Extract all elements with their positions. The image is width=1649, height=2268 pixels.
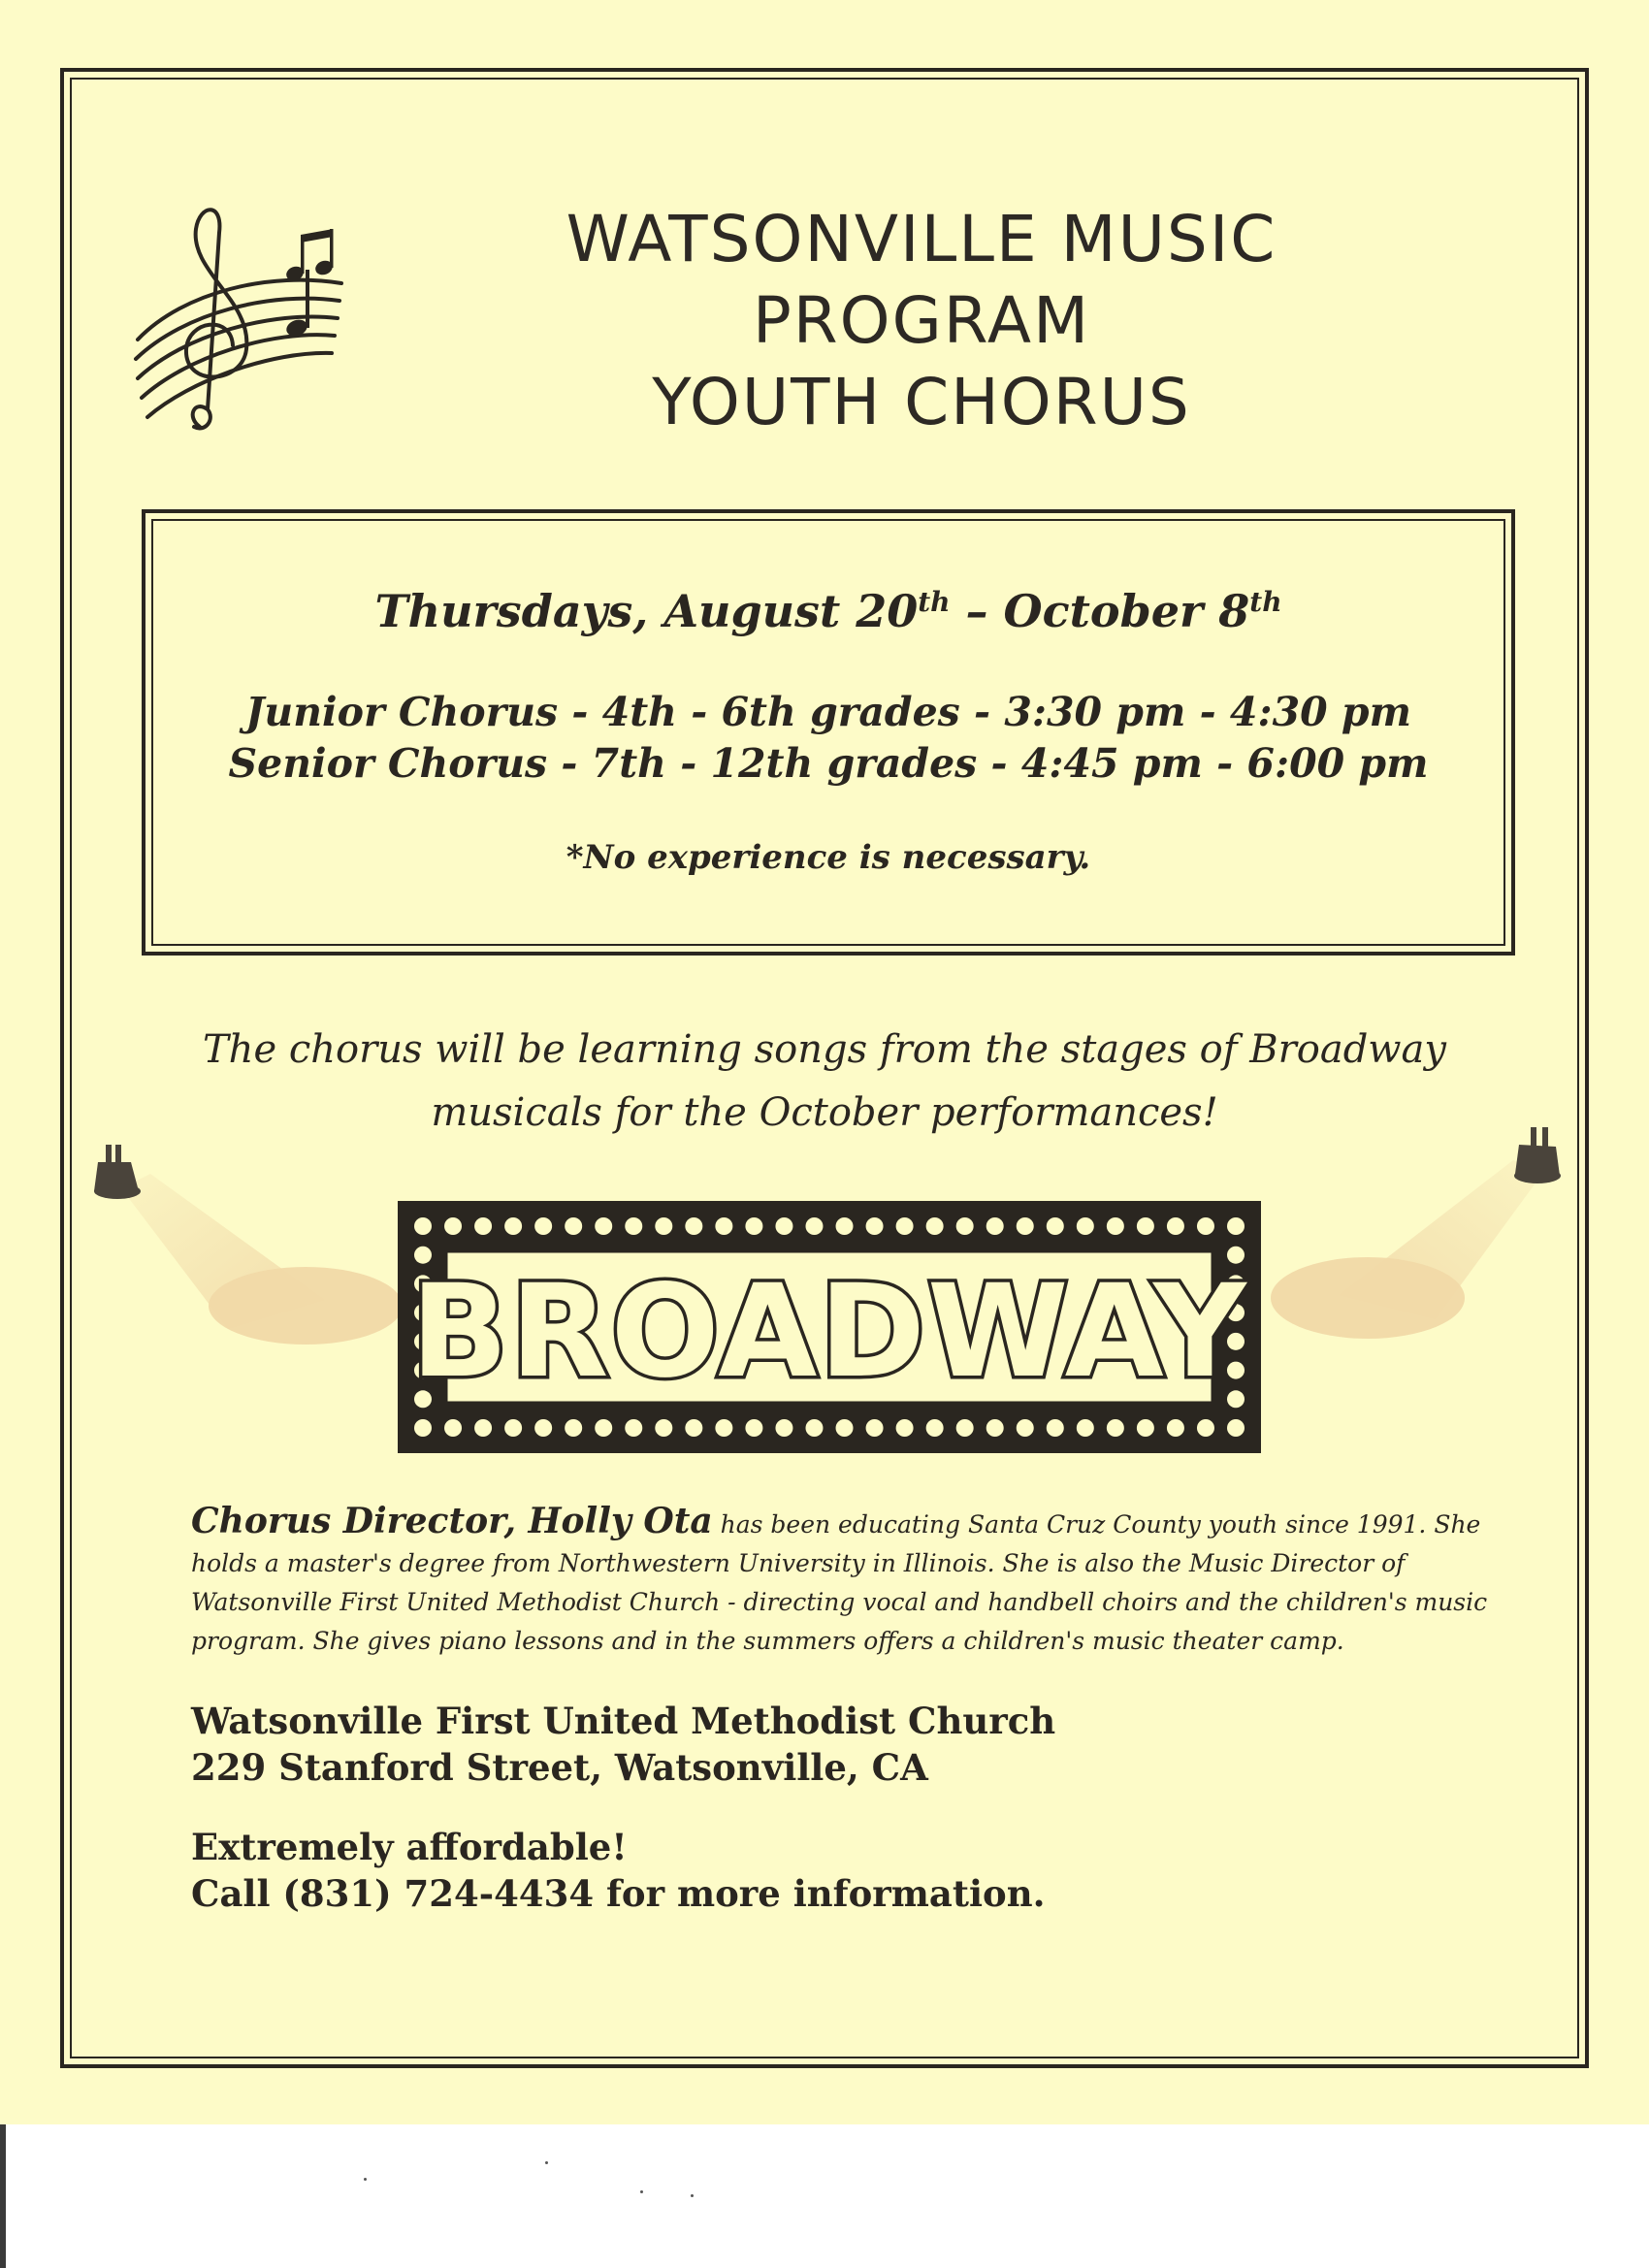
marquee-bulb xyxy=(956,1217,974,1235)
marquee-bulb xyxy=(866,1217,884,1235)
spotlight-icon xyxy=(92,1135,422,1358)
marquee-bulb xyxy=(534,1217,552,1235)
church-name: Watsonville First United Methodist Church xyxy=(191,1700,1056,1742)
marquee-bulb xyxy=(805,1217,823,1235)
marquee-bulb xyxy=(685,1217,702,1235)
marquee-bulb xyxy=(715,1217,732,1235)
street-address: 229 Stanford Street, Watsonville, CA xyxy=(191,1746,928,1789)
senior-chorus-schedule: Senior Chorus - 7th - 12th grades - 4:45 pm - 6:00 pm xyxy=(228,740,1429,787)
marquee-bulb xyxy=(986,1217,1004,1235)
marquee-bulb xyxy=(655,1217,672,1235)
marquee-bulb xyxy=(474,1419,492,1437)
title-line-3: YOUTH CHORUS xyxy=(652,365,1191,439)
marquee-bulb xyxy=(745,1419,762,1437)
marquee-bulb xyxy=(1137,1419,1154,1437)
dates-superscript-2: th xyxy=(1249,586,1282,618)
junior-chorus-schedule: Junior Chorus - 4th - 6th grades - 3:30 pm - 4:30 pm xyxy=(245,689,1411,735)
marquee-bulb xyxy=(896,1217,914,1235)
marquee-bulb xyxy=(504,1217,522,1235)
scan-speck xyxy=(545,2161,548,2164)
dates-middle: – October 8 xyxy=(950,585,1250,637)
marquee-bulb xyxy=(1017,1419,1034,1437)
director-bio xyxy=(191,1502,1530,1661)
marquee-bulb xyxy=(565,1419,582,1437)
phone-info: Call (831) 724-4434 for more information. xyxy=(191,1872,1046,1915)
scan-speck xyxy=(691,2194,694,2197)
experience-note: *No experience is necessary. xyxy=(566,838,1091,877)
dates-prefix: Thursdays, August 20 xyxy=(374,585,919,637)
marquee-bulb xyxy=(414,1419,432,1437)
marquee-bulb xyxy=(715,1419,732,1437)
tagline-line-1: The chorus will be learning songs from the stages of Broadway xyxy=(203,1027,1446,1072)
marquee-bulb xyxy=(1197,1419,1214,1437)
marquee-bulb xyxy=(655,1419,672,1437)
dates-superscript-1: th xyxy=(918,586,951,618)
marquee-bulb xyxy=(896,1419,914,1437)
marquee-bulb xyxy=(595,1217,612,1235)
director-bio-text: has been educating Santa Cruz County youth since 1991. She holds a master's degree from Northwestern University in Illinois. She is also the Music Director of Watsonville First United Methodist Church - directing vocal and handbell choirs and the children's music program. She gives piano lessons and in the summers offers a children's music theater camp. xyxy=(191,1510,1488,1655)
marquee-bulb xyxy=(1227,1419,1245,1437)
marquee-bulb xyxy=(474,1217,492,1235)
marquee-bulb xyxy=(926,1419,944,1437)
marquee-bulb xyxy=(1107,1419,1124,1437)
scan-speck xyxy=(364,2178,367,2181)
page-title xyxy=(388,199,1455,443)
marquee-bulb xyxy=(745,1217,762,1235)
scan-edge xyxy=(0,2124,6,2268)
tagline-line-2: musicals for the October performances! xyxy=(431,1090,1218,1135)
marquee-bulb xyxy=(956,1419,974,1437)
marquee-bulb xyxy=(1017,1217,1034,1235)
marquee-text: BROADWAY xyxy=(410,1257,1248,1407)
marquee-bulb xyxy=(1077,1419,1094,1437)
marquee-bulb xyxy=(1077,1217,1094,1235)
marquee-bulb xyxy=(1197,1217,1214,1235)
schedule-dates xyxy=(151,582,1505,640)
director-name: Chorus Director, Holly Ota xyxy=(191,1501,713,1541)
marquee-bulb xyxy=(1137,1217,1154,1235)
contact-info xyxy=(191,1824,1452,1917)
marquee-bulb xyxy=(836,1419,854,1437)
marquee-bulb xyxy=(775,1419,792,1437)
marquee-bulb xyxy=(836,1217,854,1235)
location-address xyxy=(191,1698,1452,1791)
scan-speck xyxy=(640,2190,643,2193)
broadway-marquee xyxy=(398,1201,1261,1453)
affordability-note: Extremely affordable! xyxy=(191,1826,628,1868)
marquee-bulb xyxy=(504,1419,522,1437)
marquee-bulb xyxy=(986,1419,1004,1437)
marquee-bulb xyxy=(565,1217,582,1235)
marquee-bulb xyxy=(595,1419,612,1437)
marquee-bulb xyxy=(414,1217,432,1235)
marquee-bulb xyxy=(1227,1217,1245,1235)
marquee-bulb xyxy=(775,1217,792,1235)
title-line-2: PROGRAM xyxy=(752,283,1091,358)
marquee-bulb xyxy=(444,1217,462,1235)
marquee-bulb xyxy=(625,1419,642,1437)
spotlight-icon xyxy=(1261,1125,1581,1358)
marquee-bulb xyxy=(866,1419,884,1437)
title-line-1: WATSONVILLE MUSIC xyxy=(566,202,1277,276)
music-note-icon xyxy=(281,223,340,291)
marquee-bulb xyxy=(685,1419,702,1437)
marquee-bulb xyxy=(1167,1419,1184,1437)
marquee-bulb xyxy=(534,1419,552,1437)
marquee-bulb xyxy=(444,1419,462,1437)
marquee-bulb xyxy=(1167,1217,1184,1235)
marquee-bulb xyxy=(1047,1419,1064,1437)
marquee-bulb xyxy=(625,1217,642,1235)
marquee-bulb xyxy=(926,1217,944,1235)
marquee-bulb xyxy=(805,1419,823,1437)
marquee-bulb xyxy=(1107,1217,1124,1235)
schedule-section xyxy=(151,582,1505,877)
marquee-bulb xyxy=(1047,1217,1064,1235)
